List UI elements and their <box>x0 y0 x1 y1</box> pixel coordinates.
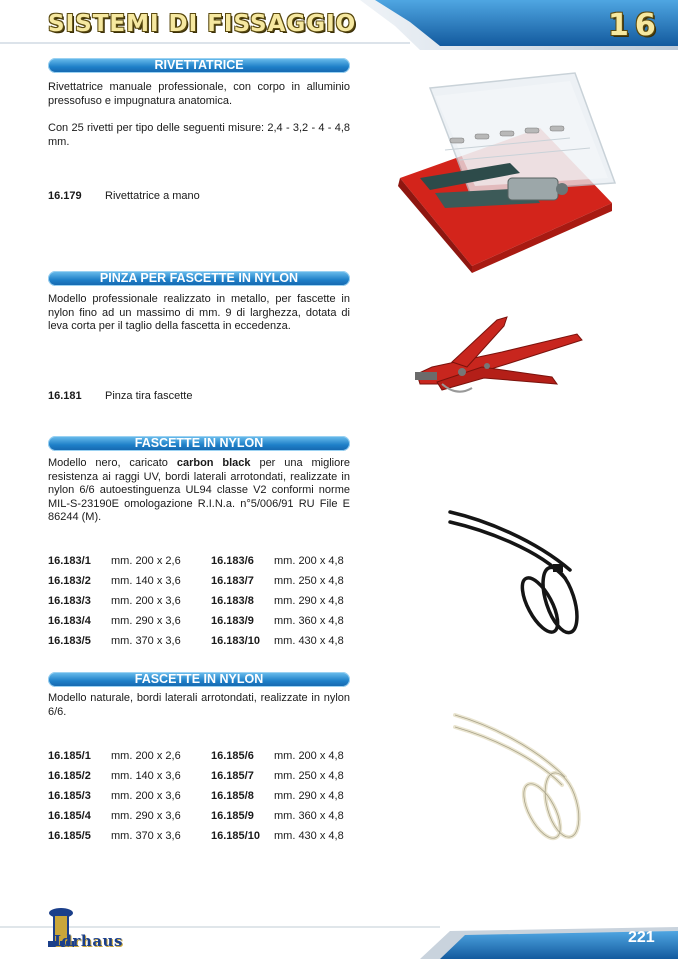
product-code: 16.183/9 <box>211 615 254 627</box>
product-size: mm. 290 x 4,8 <box>274 595 344 607</box>
product-code: 16.185/1 <box>48 750 91 762</box>
product-size: mm. 140 x 3,6 <box>111 770 181 782</box>
table-row <box>48 615 374 635</box>
product-code: 16.183/2 <box>48 575 91 587</box>
table-row <box>48 770 374 790</box>
section-description: Rivettatrice manuale professionale, con corpo in alluminio pressofuso e impugnatura anatomica. <box>48 81 350 107</box>
table-row <box>48 575 374 595</box>
product-size: mm. 290 x 4,8 <box>274 790 344 802</box>
product-size: mm. 200 x 4,8 <box>274 555 344 567</box>
brand-logo-text: Idrhaus <box>54 932 123 950</box>
product-code: 16.185/9 <box>211 810 254 822</box>
product-code: 16.183/7 <box>211 575 254 587</box>
product-size: mm. 140 x 3,6 <box>111 575 181 587</box>
product-description: Pinza tira fascette <box>105 390 193 402</box>
natural-cable-ties-image <box>450 705 590 845</box>
product-size: mm. 360 x 4,8 <box>274 810 344 822</box>
product-size: mm. 200 x 4,8 <box>274 750 344 762</box>
product-code: 16.185/2 <box>48 770 91 782</box>
product-size: mm. 370 x 3,6 <box>111 830 181 842</box>
page-title: SISTEMI DI FISSAGGIO <box>48 11 357 37</box>
product-code: 16.185/7 <box>211 770 254 782</box>
product-size: mm. 430 x 4,8 <box>274 635 344 647</box>
section-title-pinza: PINZA PER FASCETTE IN NYLON <box>48 271 350 286</box>
natural-ties-table <box>48 750 374 850</box>
product-code: 16.183/4 <box>48 615 91 627</box>
section-title-fascette-naturali: FASCETTE IN NYLON <box>48 672 350 687</box>
product-code: 16.181 <box>48 390 82 402</box>
chapter-number: 16 <box>608 8 662 43</box>
product-code: 16.185/4 <box>48 810 91 822</box>
product-size: mm. 290 x 3,6 <box>111 810 181 822</box>
table-row <box>48 555 374 575</box>
table-row <box>48 635 374 655</box>
product-size: mm. 370 x 3,6 <box>111 635 181 647</box>
page-number: 221 <box>628 929 655 946</box>
tie-tool-pliers-image <box>412 312 588 404</box>
product-size: mm. 290 x 3,6 <box>111 615 181 627</box>
product-code: 16.185/6 <box>211 750 254 762</box>
riveter-kit-image <box>390 68 622 273</box>
black-cable-ties-image <box>445 500 585 640</box>
product-size: mm. 250 x 4,8 <box>274 770 344 782</box>
product-code: 16.185/5 <box>48 830 91 842</box>
product-code: 16.183/3 <box>48 595 91 607</box>
section-description: Modello nero, caricato carbon black per una migliore resistenza ai raggi UV, bordi laterali arrotondati, realizzate in nylon 6/6 autoestinguenza UL94 classe V2 conformi norme MIL-S-23190E omologazione R.I.N.a. n°5/006/91 RU File E 86244 (M). <box>48 457 351 524</box>
product-size: mm. 200 x 3,6 <box>111 790 181 802</box>
product-size: mm. 360 x 4,8 <box>274 615 344 627</box>
product-code: 16.183/8 <box>211 595 254 607</box>
product-code: 16.185/8 <box>211 790 254 802</box>
table-row <box>48 810 374 830</box>
product-description: Rivettatrice a mano <box>105 190 200 202</box>
black-ties-table <box>48 555 374 655</box>
product-code: 16.185/3 <box>48 790 91 802</box>
section-description: Modello professionale realizzato in metallo, per fascette in nylon fino ad un massimo di mm. 9 di larghezza, dotata di leva corta per il taglio della fascetta in eccedenza. <box>48 293 350 333</box>
product-size: mm. 200 x 2,6 <box>111 555 181 567</box>
product-code: 16.183/5 <box>48 635 91 647</box>
product-code: 16.179 <box>48 190 82 202</box>
product-size: mm. 250 x 4,8 <box>274 575 344 587</box>
table-row <box>48 595 374 615</box>
table-row <box>48 750 374 770</box>
product-code: 16.183/10 <box>211 635 260 647</box>
product-code: 16.185/10 <box>211 830 260 842</box>
product-size: mm. 430 x 4,8 <box>274 830 344 842</box>
section-title-rivettatrice: RIVETTATRICE <box>48 58 350 73</box>
section-description: Modello naturale, bordi laterali arrotondati, realizzate in nylon 6/6. <box>48 692 350 718</box>
product-size: mm. 200 x 3,6 <box>111 595 181 607</box>
product-size: mm. 200 x 2,6 <box>111 750 181 762</box>
product-code: 16.183/6 <box>211 555 254 567</box>
section-title-fascette-nere: FASCETTE IN NYLON <box>48 436 350 451</box>
section-description: Con 25 rivetti per tipo delle seguenti misure: 2,4 - 3,2 - 4 - 4,8 mm. <box>48 122 350 148</box>
product-code: 16.183/1 <box>48 555 91 567</box>
table-row <box>48 830 374 850</box>
table-row <box>48 790 374 810</box>
